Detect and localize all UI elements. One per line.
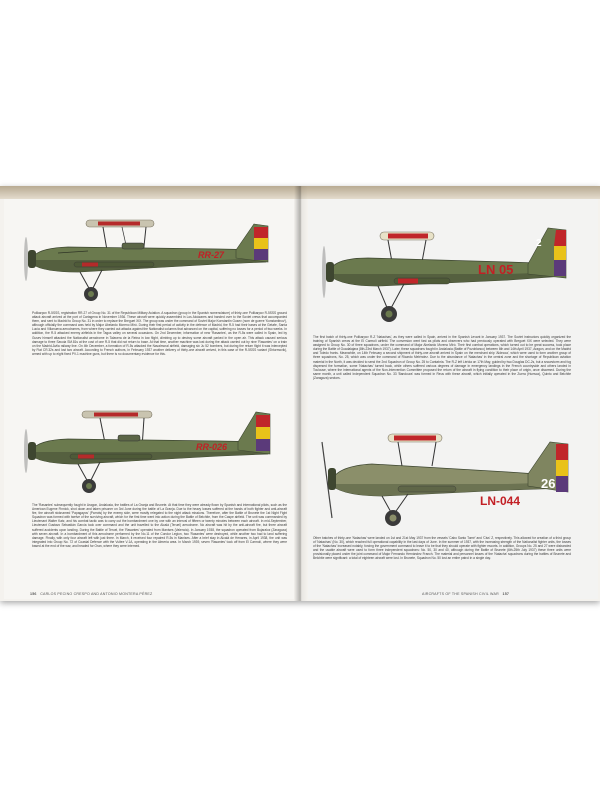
- caption-ln-05: The first batch of thirty-one Polikarpov R-Z 'Natachas', as they were called in Spain, arrived in the Spanish Levant in January 1937. The Soviet instructors quickly organized the training of Spanish crews at the El Carmolí airfield. The conversion went fast as pilots and observers who had previously operated with Breguet XIX were selected. They were assigned to Group No. 30 of three squadrons, under the command of Major Abelardo Moreno Miró. Their first combat operations, which turned out to be great success, took place during the Battle of Guadalajara (8th-23rd March 1937). Later, these squadrons fought in Andalusia (Battle of Pozoblanco) between 6th and 14th April 1937, Aragon, and on the Madrid and Toledo fronts. Meanwhile, on 14th February a second shipment of thirty-one aircraft arrived in Spain on the merchant ship 'Aldecoa', which were used to form another group of three squadrons, No. 25, which was under the command of Ricardo Meléndez. Due to the abundance of 'Natachas' in the central zone and the shortage of Republican aviation material in the North, it was decided to send the 2nd Squadron of Group No. 25 to Cantabria. The R-Z left Lérida on 17th May, guided by two Douglas DC-2s, but a snowstorm and fog dispersed the formation, some 'Natachas' turned back, while others suffered various degrees of damage in emergency landings in the French countryside and others landed in Toulouse, where the international agents of the Non-Intervention Committee proposed the return of the aircraft in flying condition to their place of origin, once disarmed. During the same month, a unit called Independent Squadron No. 33 'Bandoura' was formed in Reus with these aircraft, which initially operated in the Zuera (Huesca), Quinto and Belchite (Zaragoza) sectors.: [313, 335, 571, 380]
- plane3-tail-number: 2: [536, 238, 542, 249]
- caption-rr-27: Polikarpov R-5SSS, registration RR-27 of Group No. 31 of the Republican Military Aviation. A squadron (group in the Spanish nomenclature) of thirty-one Polikarpov R-5SSS ground attack aircraft arrived at the port of Cartagena in November 1936. These aircraft were quickly assembled in Los Alcázares and handed over to the Soviet crews that accompanied them, and sent to Madrid to Group No. 31 in order to replace the Breguet XIX. The group was under the command of Soviet Major Konstantin Gusev (nom de guerre 'Konstantinov'), although officially the command was held by Major Abelardo Moreno Miró. During their first period of activity in the defence of Madrid, the R-5 had their bases at the Getafe, Santa Lucía and Villanueva aerodromes, from where they carried out attacks against the Nationalist columns that advanced on the capital, suffering no losses for a period of two weeks. In addition, the R-5 attacked enemy airfields in the Tagus valley on several occasions. On 2nd December, information of new 'Rasantes', as the R-5s were called in Spain, led by Gusev himself attacked the Nationalist aerodrome in Talavera de la Reina in low flight, climbing up to destroy some aircraft parked in the open air. This attack caused serious damage to three Savoia SM.81s at the cost of one R-5 that did not return to base. At that time, another machine was lost during the attack carried out by nine 'Rasantes' on a train on the Madrid-Ávila railway line. On 4th December, a formation of R-5s attacked the Navalmoral airfield, damaging six Ju 52 bombers, but during the return flight it was intercepted by Fiat CR.32s and lost two aircraft. According to French authors, in February 1937 another delivery of thirty-one aircraft arrived, in this case of the R-5SSS variant (Shturmovik), armed with up to eight fixed PV-1 machine guns, but there is no documentary evidence for this.: [32, 311, 287, 356]
- folio-left: [30, 592, 152, 596]
- page-number-left: 156: [30, 592, 37, 596]
- book-gutter: [294, 186, 308, 601]
- page-number-right: 157: [502, 592, 510, 596]
- plane-illustration-ln-044: [318, 420, 580, 530]
- plane2-code: RR-026: [196, 442, 228, 452]
- plane4-tail-number: 26: [541, 476, 556, 491]
- plane3-code: LN 05: [478, 262, 514, 277]
- plane-illustration-rr-27: [18, 214, 278, 309]
- plane4-code: LN-044: [480, 494, 521, 508]
- caption-rr-026: The 'Rasantes' subsequently fought in Aragon, Andalusia, the battles of La Granja and Brunete. At that time they were already flown by Spanish and international pilots, such as the American Eugene Finnick, shot down and taken prisoner on 3rd June during the battle of La Granja. Due to the heavy losses suffered at the hands of both fighter and anti-aircraft fire, the aircraft nicknamed 'Papagayos' (Parrots) by the enemy side, were mostly relegated to the night attack missions. Therefore, after the Battle of Brunete the 1st Night Fight Squadron was formed with twelve of the surviving aircraft, which for the first time went into action during the Battle of Belchite, from the Caspe airfield. The unit was commanded by Lieutenant Walter Katz, and his combat tactic was to carry out the bombardment one by one with an interval of fifteen or twenty minutes between each aircraft. In mid-September, Lieutenant Gustavo Sebastián García took over command and the unit travelled to the Alcalá (Teruel) aerodrome. No aircraft was hit by the anti-aircraft fire, but three aircraft suffered accidents upon landing. During the Battle of Teruel, the 'Rasantes' operated from Manises (Valencia). In January 1938, the squadron operated from Bujaraloz (Zaragoza) with seven aircraft. In a bombardment of this aerodrome performed by the No.11 of the Condor Legion, two 'Rasantes' were destroyed, while another two had to land suffering damage. Finally, with only four aircraft left with just three. In March, it received four repaired R-5s in Manises. After a brief stay in Alcalá de Henares, in April 1938, the unit was integrated into Group No. 72 of Coastal Defence with the Vultee V-1A, operating in the Almería area. In March 1939, seven 'Rasantes' took off from El Carmolí, where they were based at the end of the war, and headed for Oran, where they were interned.: [32, 503, 287, 548]
- author-line: CARLOS PECINO CRESPO AND ANTONIO MONTERA PÉREZ: [40, 592, 153, 596]
- caption-ln-044: Other batches of thirty-one 'Natachas' were landed on 1st and 21st May 1937 from the vessels 'Cabo Santo Tomé' and 'Ciss' Z, respectively. This allowed for creation of a third group of 'Natachas' (No. 30), which reached full operational capability in the last days of June. In the summer of 1937, with the increasing strength of the Nationalist fighter units, the losses of the 'Natachas' increased notably, forcing the government command to leave it to be that they should operate with fighter escorts. In addition, Groups No. 25 and 27 were disbanded and the usable aircraft were used to form three independent squadrons: No. 50, 30 and 40, although during the Battle of Brunete (6th-25th July 1937) these three units were provisionally placed under the joint command of Major Fernando Hernández Franch. The material and personnel losses of the 'Natacha' squadrons during the battles of Brunete and Belchite were significant: a total of eighteen aircraft were lost. In Brunete, Squadron No. 50 lost an entire patrol in a single day.: [313, 536, 571, 561]
- plane-illustration-rr-026: [18, 404, 280, 499]
- book-title-line: AIRCRAFTS OF THE SPANISH CIVIL WAR: [422, 592, 499, 596]
- folio-right: [422, 592, 509, 596]
- plane1-code: RR-27: [198, 250, 225, 260]
